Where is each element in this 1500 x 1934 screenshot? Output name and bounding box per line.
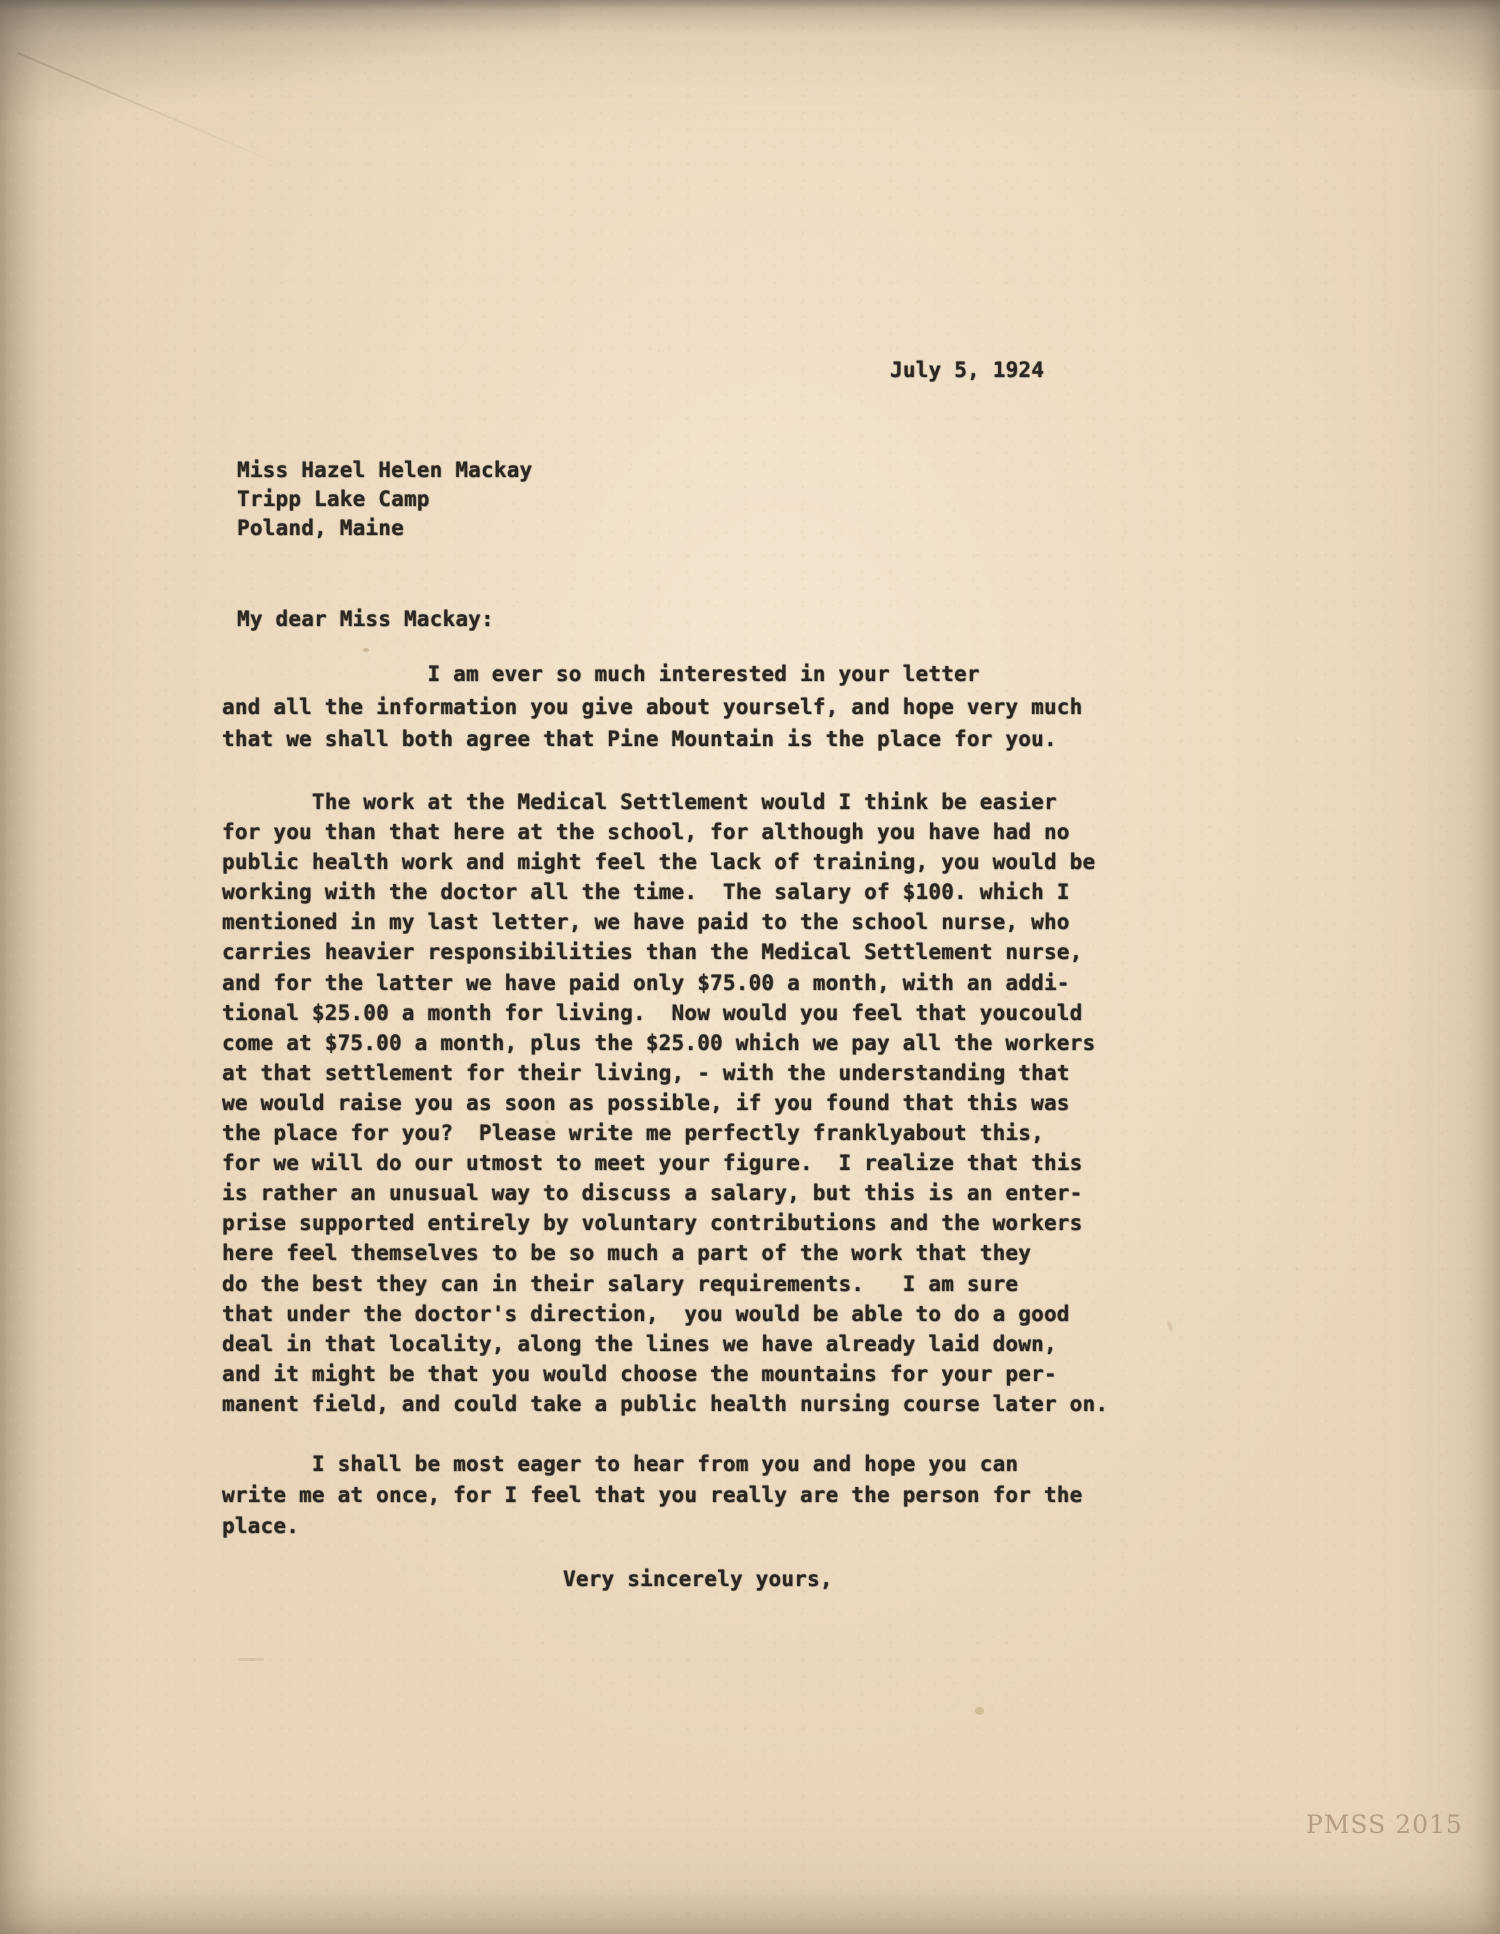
letter-date: July 5, 1924 [890, 358, 1045, 382]
text-line: I am ever so much interested in your letter [222, 662, 980, 686]
text-line: Miss Hazel Helen Mackay [237, 458, 533, 482]
text-line: carries heavier responsibilities than the Medical Settlement nurse, [222, 940, 1083, 965]
salutation: My dear Miss Mackay: [237, 607, 494, 631]
text-line: mentioned in my last letter, we have paid to the school nurse, who [222, 910, 1070, 935]
text-line: The work at the Medical Settlement would I think be easier [222, 790, 1057, 814]
paragraph [222, 658, 1083, 756]
text-line: that under the doctor's direction, you would be able to do a good [222, 1301, 1070, 1326]
text-line: we would raise you as soon as possible, if you found that this was [222, 1090, 1070, 1115]
text-line: deal in that locality, along the lines we have already laid down, [222, 1331, 1057, 1356]
text-line: manent field, and could take a public health nursing course later on. [222, 1391, 1109, 1416]
text-line: come at $75.00 a month, plus the $25.00 which we pay all the workers [222, 1030, 1096, 1055]
text-line: I shall be most eager to hear from you and hope you can [222, 1452, 1019, 1476]
text-line: working with the doctor all the time. The salary of $100. which I [222, 880, 1070, 905]
text-line: public health work and might feel the lack of training, you would be [222, 850, 1096, 875]
text-line: and all the information you give about yourself, and hope very much [222, 694, 1083, 719]
text-line: for you than that here at the school, for although you have had no [222, 820, 1070, 845]
text-line: prise supported entirely by voluntary contributions and the workers [222, 1211, 1083, 1236]
paper-crease [17, 52, 294, 171]
text-line: at that settlement for their living, - with the understanding that [222, 1060, 1070, 1085]
text-line: write me at once, for I feel that you really are the person for the [222, 1483, 1083, 1507]
text-line: is rather an unusual way to discuss a salary, but this is an enter- [222, 1181, 1083, 1206]
text-line: Poland, Maine [237, 516, 404, 540]
recipient-address [237, 456, 532, 543]
paper-speck [238, 1658, 264, 1661]
text-line: tional $25.00 a month for living. Now would you feel that youcould [222, 1000, 1083, 1025]
text-line: Tripp Lake Camp [237, 487, 430, 511]
paragraph [222, 787, 1108, 1419]
paper-speck [975, 1707, 984, 1715]
paragraph [222, 1449, 1083, 1542]
paper-speck [363, 648, 369, 652]
text-line: and for the latter we have paid only $75.00 a month, with an addi- [222, 970, 1070, 995]
text-line: for we will do our utmost to meet your figure. I realize that this [222, 1151, 1083, 1176]
text-line: the place for you? Please write me perfectly franklyabout this, [222, 1121, 1044, 1146]
scan-shadow-top-left [0, 0, 560, 120]
closing: Very sincerely yours, [563, 1567, 833, 1591]
text-line: place. [222, 1514, 300, 1538]
archive-watermark: PMSS 2015 [1306, 1810, 1463, 1839]
text-line: and it might be that you would choose the mountains for your per- [222, 1361, 1057, 1386]
scan-shadow-top-right [1080, 0, 1500, 90]
text-line: that we shall both agree that Pine Mountain is the place for you. [222, 727, 1057, 751]
paper-speck [1166, 1320, 1174, 1333]
text-line: here feel themselves to be so much a part of the work that they [222, 1241, 1032, 1266]
text-line: do the best they can in their salary requirements. I am sure [222, 1271, 1019, 1296]
